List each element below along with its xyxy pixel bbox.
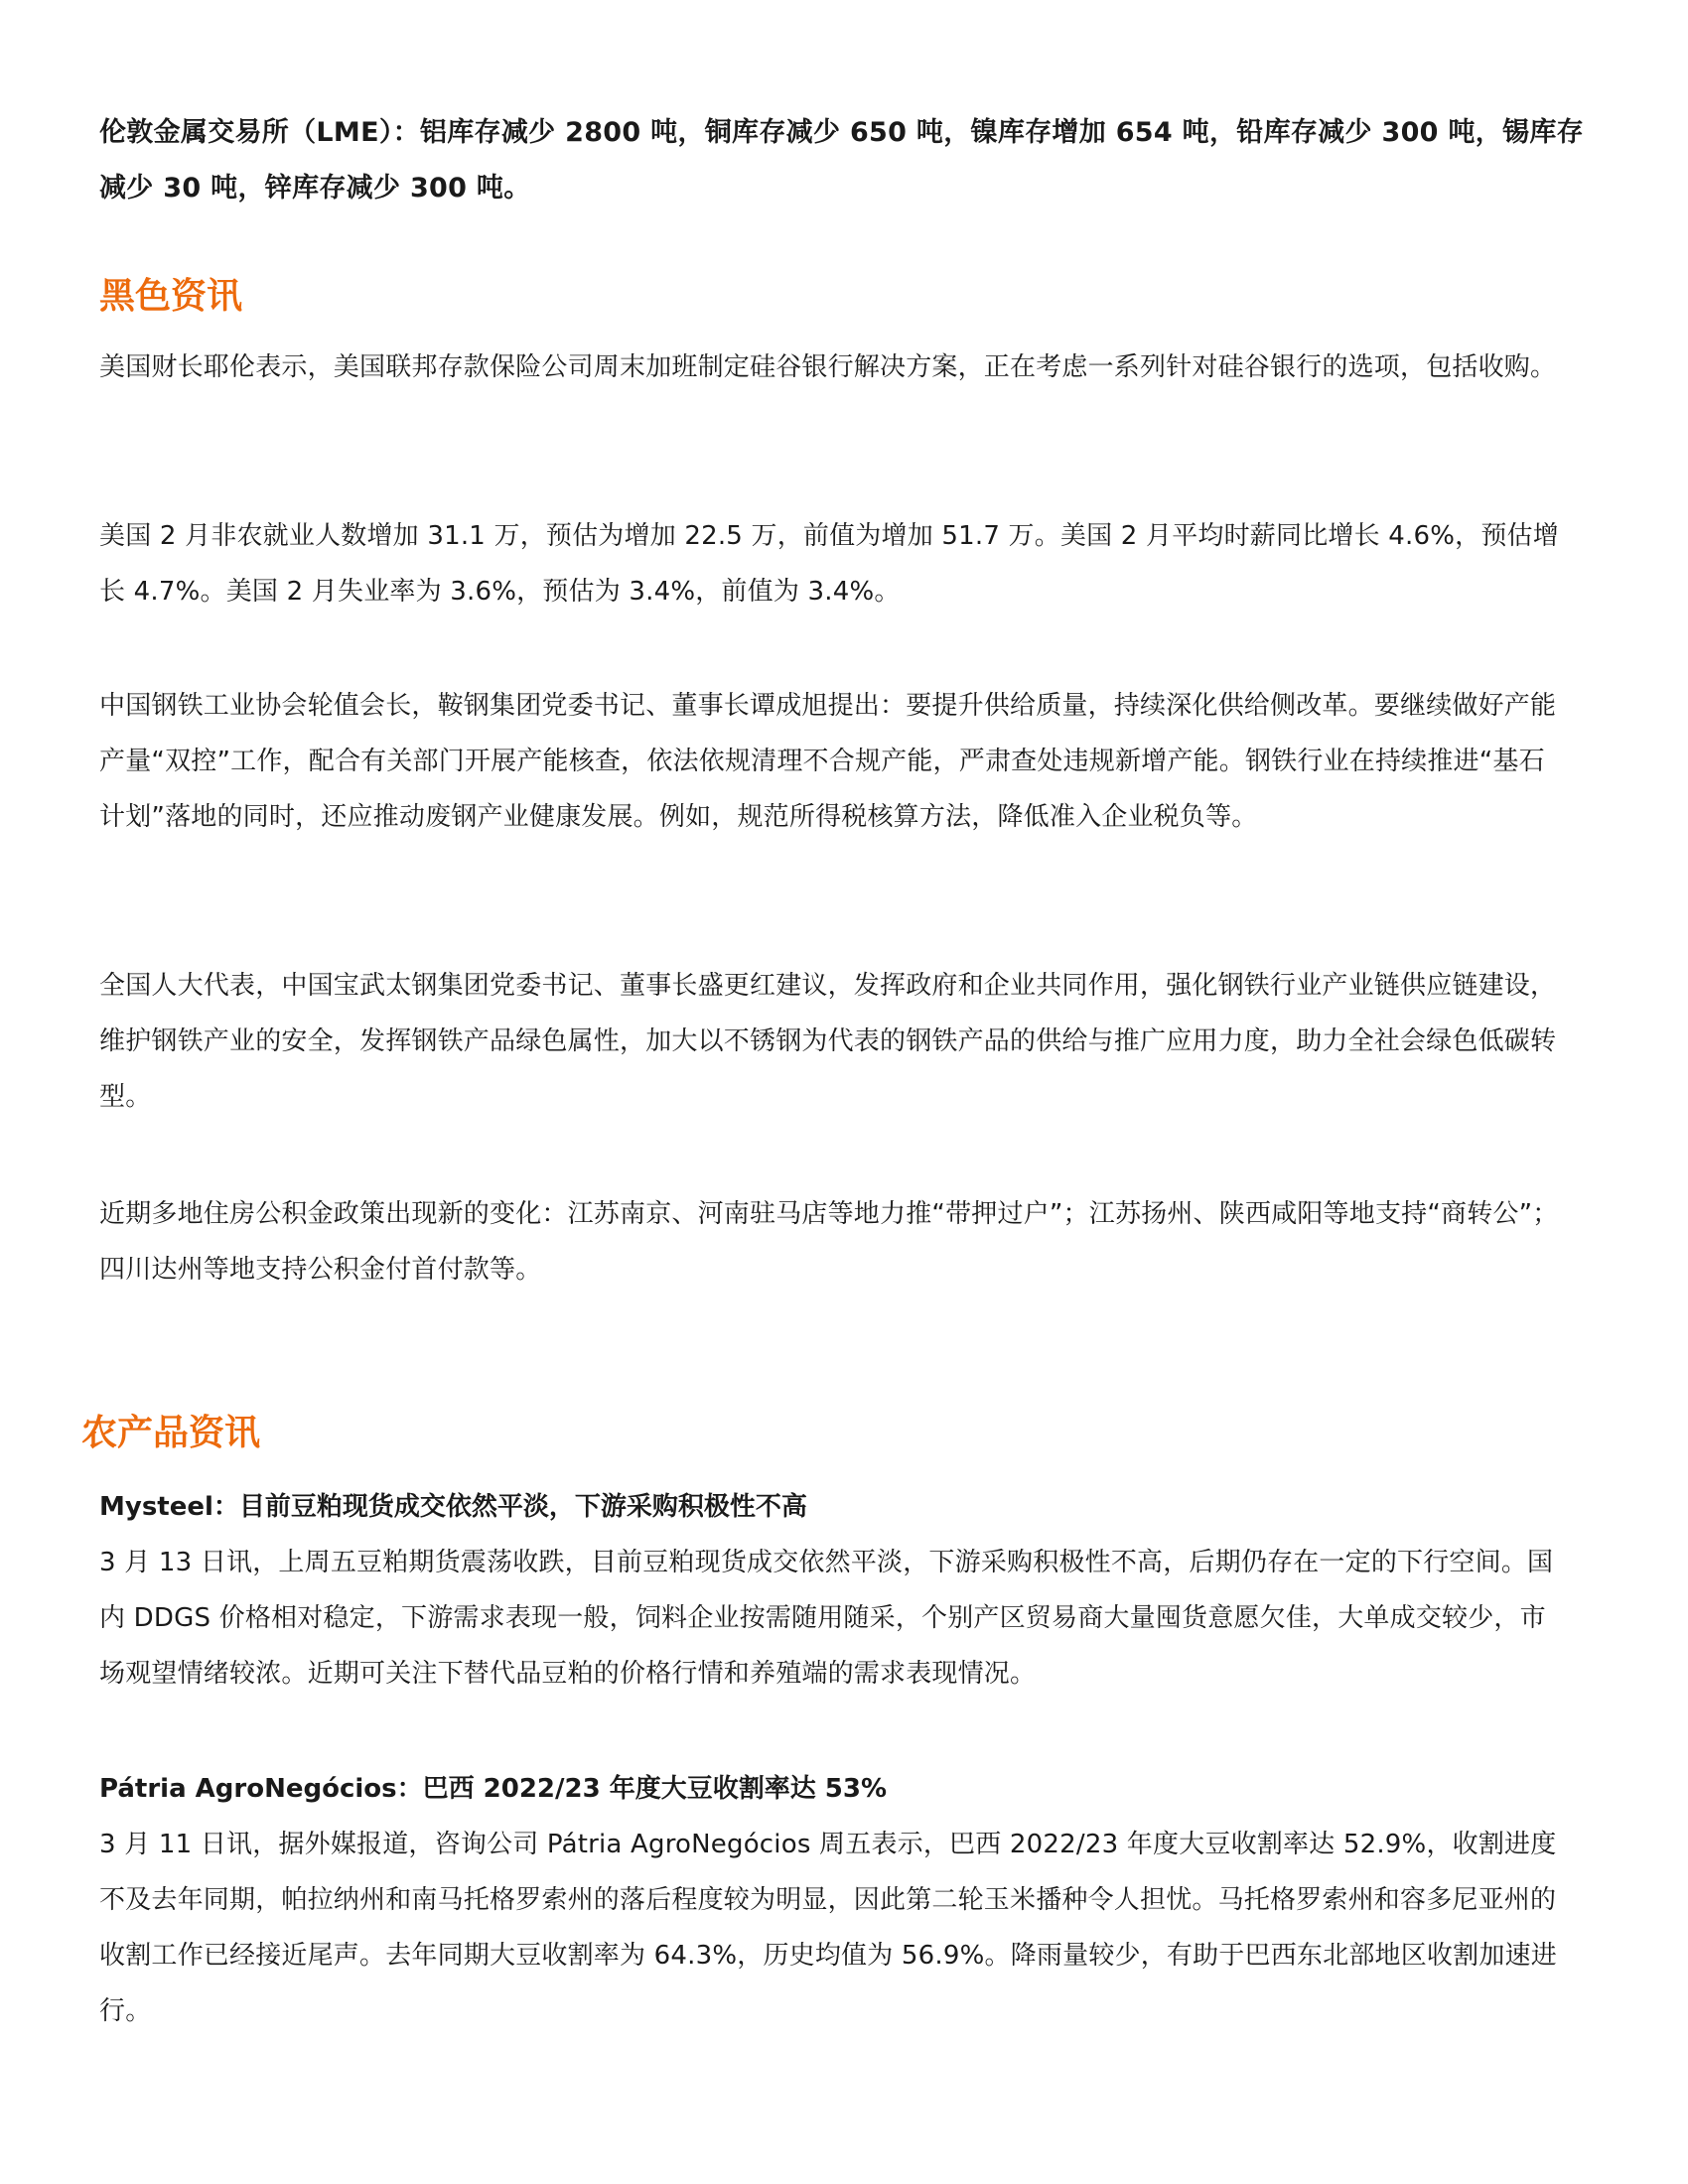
agri-headline-2: Pátria AgroNegócios：巴西 2022/23 年度大豆收割率达 53% (99, 1774, 888, 1804)
black-paragraph-5: 近期多地住房公积金政策出现新的变化：江苏南京、河南驻马店等地力推“带押过户”；江苏扬州、陕西咸阳等地支持“商转公”；四川达州等地支持公积金付首付款等。 (99, 1199, 1559, 1285)
black-paragraph-2: 美国 2 月非农就业人数增加 31.1 万，预估为增加 22.5 万，前值为增加 51.7 万。美国 2 月平均时薪同比增长 4.6%，预估增长 4.7%。美国 2 月失业率为 3.6%，预估为 3.4%，前值为 3.4%。 (99, 521, 1559, 607)
section-title-black: 黑色资讯 (99, 276, 243, 317)
agri-body-2: 3 月 11 日讯，据外媒报道，咨询公司 Pátria AgroNegócios 周五表示，巴西 2022/23 年度大豆收割率达 52.9%，收割进度不及去年同期，帕拉纳州和南马托格罗索州的落后程度较为明显，因此第二轮玉米播种令人担忧。马托格罗索州和容多尼亚州的收割工作已经接近尾声。去年同期大豆收割率为 64.3%，历史均值为 56.9%。降雨量较少，有助于巴西东北部地区收割加速进行。 (99, 1830, 1557, 2026)
section-title-agri: 农产品资讯 (81, 1413, 261, 1453)
black-paragraph-3: 中国钢铁工业协会轮值会长，鞍钢集团党委书记、董事长谭成旭提出：要提升供给质量，持续深化供给侧改革。要继续做好产能产量“双控”工作，配合有关部门开展产能核查，依法依规清理不合规产能，严肃查处违规新增产能。钢铁行业在持续推进“基石计划”落地的同时，还应推动废钢产业健康发展。例如，规范所得税核算方法，降低准入企业税负等。 (99, 691, 1557, 832)
agri-headline-1: Mysteel：目前豆粕现货成交依然平淡，下游采购积极性不高 (99, 1492, 807, 1522)
black-paragraph-4: 全国人大代表，中国宝武太钢集团党委书记、董事长盛更红建议，发挥政府和企业共同作用，强化钢铁行业产业链供应链建设，维护钢铁产业的安全，发挥钢铁产品绿色属性，加大以不锈钢为代表的钢铁产品的供给与推广应用力度，助力全社会绿色低碳转型。 (99, 971, 1557, 1112)
lme-inventory-summary: 伦敦金属交易所（LME）：铝库存减少 2800 吨，铜库存减少 650 吨，镍库存增加 654 吨，铅库存减少 300 吨，锡库存减少 30 吨，锌库存减少 300 吨。 (99, 117, 1584, 204)
agri-body-1: 3 月 13 日讯，上周五豆粕期货震荡收跌，目前豆粕现货成交依然平淡，下游采购积极性不高，后期仍存在一定的下行空间。国内 DDGS 价格相对稳定，下游需求表现一般，饲料企业按需随用随采，个别产区贸易商大量囤货意愿欠佳，大单成交较少，市场观望情绪较浓。近期可关注下替代品豆粕的价格行情和养殖端的需求表现情况。 (99, 1548, 1554, 1689)
black-paragraph-1: 美国财长耶伦表示，美国联邦存款保险公司周末加班制定硅谷银行解决方案，正在考虑一系列针对硅谷银行的选项，包括收购。 (99, 352, 1557, 382)
